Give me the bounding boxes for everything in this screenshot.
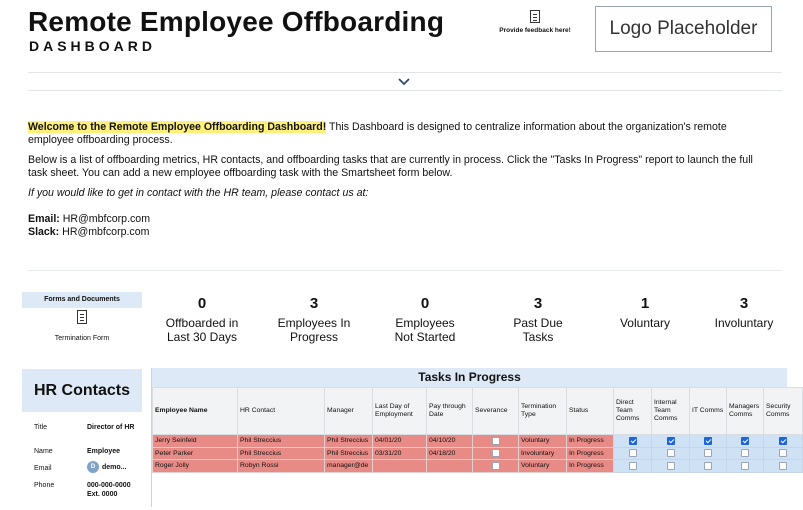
- comms-checkbox[interactable]: [779, 449, 787, 457]
- slack-value: HR@mbfcorp.com: [59, 226, 150, 238]
- severance-checkbox[interactable]: [492, 437, 500, 445]
- comms-checkbox[interactable]: [667, 449, 675, 457]
- comms-checkbox[interactable]: [667, 462, 675, 470]
- cell-comms[interactable]: [652, 447, 690, 460]
- divider: [28, 270, 782, 271]
- cell-severance[interactable]: [473, 435, 519, 448]
- slack-line: [28, 226, 768, 239]
- column-header[interactable]: IT Comms: [690, 388, 727, 435]
- table-row[interactable]: [153, 447, 803, 460]
- cell-last-day[interactable]: 03/31/20: [373, 447, 427, 460]
- comms-checkbox[interactable]: [741, 462, 749, 470]
- feedback-link[interactable]: [497, 10, 573, 34]
- comms-checkbox[interactable]: [629, 437, 637, 445]
- cell-status[interactable]: In Progress: [567, 447, 614, 460]
- slack-label: Slack:: [28, 226, 60, 238]
- table-row[interactable]: [153, 460, 803, 473]
- comms-checkbox[interactable]: [704, 437, 712, 445]
- metric-past-due: [483, 295, 593, 344]
- cell-last-day[interactable]: 04/01/20: [373, 435, 427, 448]
- welcome-highlight: Welcome to the Remote Employee Offboarding Dashboard!: [28, 121, 327, 133]
- cell-comms[interactable]: [614, 435, 652, 448]
- cell-pay-through[interactable]: 04/10/20: [427, 435, 473, 448]
- hr-phone-value: 000-000-0000 Ext. 0000: [87, 482, 131, 498]
- termination-form-link[interactable]: [22, 310, 142, 345]
- metric-label: Voluntary: [619, 316, 671, 330]
- column-header[interactable]: Manager: [325, 388, 373, 435]
- cell-comms[interactable]: [690, 447, 727, 460]
- metric-value: 0: [420, 295, 430, 312]
- metric-label: Offboarded in Last 30 Days: [165, 316, 239, 344]
- comms-checkbox[interactable]: [779, 437, 787, 445]
- comms-checkbox[interactable]: [741, 449, 749, 457]
- cell-comms[interactable]: [764, 447, 803, 460]
- document-icon: [77, 310, 87, 324]
- cell-hr[interactable]: Phil Streccius: [238, 447, 325, 460]
- cell-last-day[interactable]: [373, 460, 427, 473]
- email-label: Email:: [28, 213, 60, 225]
- forms-header: Forms and Documents: [22, 292, 142, 308]
- metric-offboarded: [147, 295, 257, 344]
- metric-voluntary: [590, 295, 700, 330]
- comms-checkbox[interactable]: [629, 462, 637, 470]
- column-header[interactable]: Status: [567, 388, 614, 435]
- column-header[interactable]: Managers Comms: [727, 388, 764, 435]
- cell-name[interactable]: Jerry Seinfeld: [153, 435, 238, 448]
- cell-comms[interactable]: [727, 460, 764, 473]
- comms-checkbox[interactable]: [779, 462, 787, 470]
- cell-pay-through[interactable]: 04/18/20: [427, 447, 473, 460]
- divider: [28, 90, 782, 91]
- hr-title-value: Director of HR: [87, 424, 135, 431]
- comms-checkbox[interactable]: [704, 449, 712, 457]
- page-subtitle: DASHBOARD: [29, 38, 156, 54]
- cell-comms[interactable]: [614, 447, 652, 460]
- cell-comms[interactable]: [614, 460, 652, 473]
- intro-text: [28, 121, 768, 239]
- comms-checkbox[interactable]: [629, 449, 637, 457]
- column-header[interactable]: Severance: [473, 388, 519, 435]
- comms-checkbox[interactable]: [704, 462, 712, 470]
- email-line: [28, 213, 768, 226]
- metric-value: 1: [640, 295, 650, 312]
- column-header[interactable]: Direct Team Comms: [614, 388, 652, 435]
- cell-name[interactable]: Peter Parker: [153, 447, 238, 460]
- cell-type[interactable]: Voluntary: [519, 460, 567, 473]
- comms-checkbox[interactable]: [741, 437, 749, 445]
- metric-in-progress: [259, 295, 369, 344]
- cell-comms[interactable]: [727, 435, 764, 448]
- cell-pay-through[interactable]: [427, 460, 473, 473]
- hr-email-value[interactable]: [87, 461, 147, 473]
- cell-comms[interactable]: [727, 447, 764, 460]
- column-header[interactable]: HR Contact: [238, 388, 325, 435]
- contact-prompt: If you would like to get in contact with the HR team, please contact us at:: [28, 187, 369, 199]
- metric-involuntary: [689, 295, 799, 330]
- hr-title-label: Title: [34, 424, 47, 431]
- metric-label: Employees In Progress: [277, 316, 351, 344]
- cell-comms[interactable]: [764, 435, 803, 448]
- cell-comms[interactable]: [690, 435, 727, 448]
- column-header[interactable]: Termination Type: [519, 388, 567, 435]
- cell-name[interactable]: Roger Jolly: [153, 460, 238, 473]
- page-title: Remote Employee Offboarding: [28, 6, 445, 37]
- cell-manager[interactable]: manager@de: [325, 460, 373, 473]
- description-paragraph: Below is a list of offboarding metrics, HR contacts, and offboarding tasks that are currently in process. Click the "Tasks In Progress" report to launch the full task sheet. You can add a new employee offboarding task with the Smartsheet form below.: [28, 154, 753, 179]
- cell-hr[interactable]: Robyn Rossi: [238, 460, 325, 473]
- cell-manager[interactable]: Phil Streccius: [325, 447, 373, 460]
- avatar: D: [87, 461, 99, 473]
- tasks-in-progress-report[interactable]: [151, 368, 791, 507]
- cell-type[interactable]: Voluntary: [519, 435, 567, 448]
- cell-comms[interactable]: [652, 460, 690, 473]
- hr-name-value: Employee: [87, 448, 121, 455]
- metric-label: Involuntary: [714, 316, 774, 330]
- logo-placeholder: Logo Placeholder: [595, 6, 772, 52]
- cell-severance[interactable]: [473, 460, 519, 473]
- feedback-label: Provide feedback here!: [499, 27, 571, 34]
- cell-severance[interactable]: [473, 447, 519, 460]
- hr-email-text: demo...: [102, 463, 127, 471]
- divider: [28, 72, 782, 73]
- termination-form-label: Termination Form: [54, 335, 110, 342]
- column-header[interactable]: Last Day of Employment: [373, 388, 427, 435]
- chevron-down-icon[interactable]: [397, 77, 411, 87]
- hr-email-label: Email: [34, 465, 52, 472]
- table-row[interactable]: [153, 435, 803, 448]
- hr-title-row: [34, 423, 144, 441]
- hr-name-label: Name: [34, 448, 53, 455]
- welcome-text: This Dashboard is designed to centralize information about the organization's remote employee offboarding process.: [28, 121, 727, 146]
- cell-manager[interactable]: Phil Streccius: [325, 435, 373, 448]
- table-header-row: [153, 388, 803, 435]
- metric-label: Employees Not Started: [394, 316, 456, 344]
- metric-label: Past Due Tasks: [513, 316, 563, 344]
- cell-comms[interactable]: [652, 435, 690, 448]
- welcome-paragraph: [28, 121, 768, 147]
- comms-checkbox[interactable]: [667, 437, 675, 445]
- column-header[interactable]: Internal Team Comms: [652, 388, 690, 435]
- cell-status[interactable]: In Progress: [567, 435, 614, 448]
- document-icon: [530, 10, 540, 23]
- column-header[interactable]: Security Comms: [764, 388, 803, 435]
- email-value: HR@mbfcorp.com: [59, 213, 151, 225]
- tasks-title: Tasks In Progress: [152, 368, 787, 387]
- metric-value: 3: [533, 295, 543, 312]
- severance-checkbox[interactable]: [492, 449, 500, 457]
- column-header[interactable]: Employee Name: [153, 388, 238, 435]
- cell-comms[interactable]: [764, 460, 803, 473]
- metric-value: 3: [309, 295, 319, 312]
- hr-contacts-header: HR Contacts: [22, 369, 142, 412]
- column-header[interactable]: Pay through Date: [427, 388, 473, 435]
- cell-comms[interactable]: [690, 460, 727, 473]
- tasks-table: [152, 387, 803, 473]
- cell-hr[interactable]: Phil Streccius: [238, 435, 325, 448]
- metric-value: 0: [197, 295, 207, 312]
- hr-phone-label: Phone: [34, 482, 55, 489]
- cell-type[interactable]: Involuntary: [519, 447, 567, 460]
- severance-checkbox[interactable]: [492, 462, 500, 470]
- metric-not-started: [370, 295, 480, 344]
- metric-value: 3: [739, 295, 749, 312]
- cell-status[interactable]: In Progress: [567, 460, 614, 473]
